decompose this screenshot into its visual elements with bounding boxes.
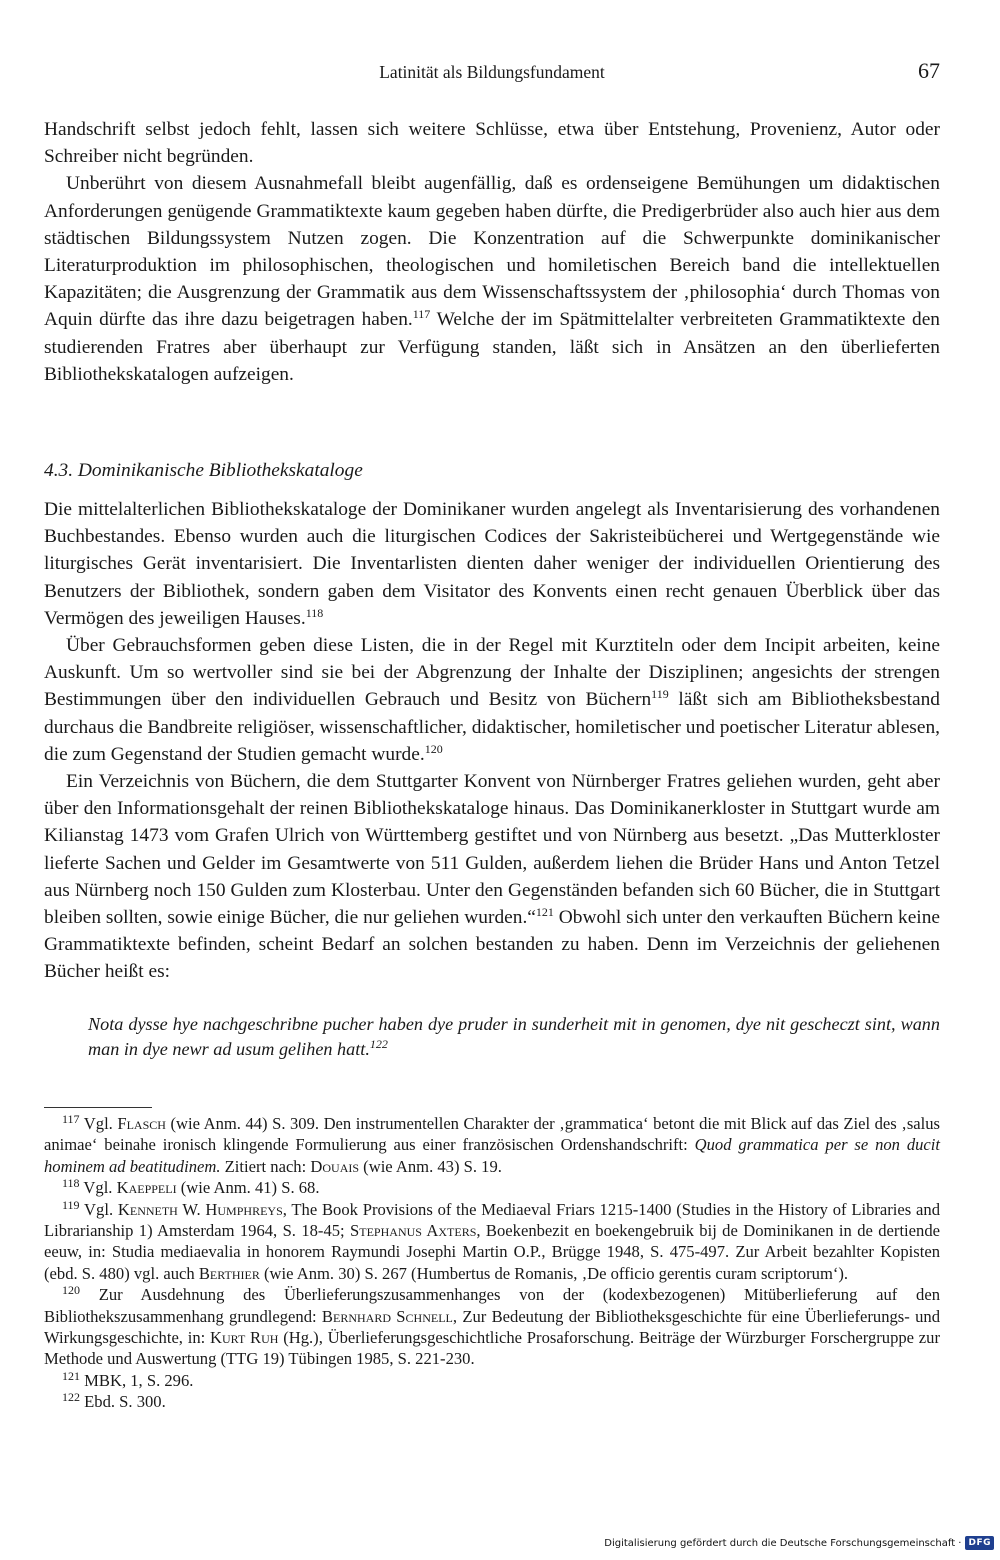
paragraph-catalogues [44,496,940,632]
footnote-120 [44,1284,940,1370]
footnote-text: Vgl. [79,1114,118,1133]
footnote-text: Vgl. [79,1199,118,1219]
footnote-ref[interactable]: 119 [651,687,669,702]
footnote-author: Douais [310,1156,360,1176]
paragraph-text: Obwohl sich unter den verkauften Büchern keine Grammatiktexte befinden, scheint Bedarf an solchen bestanden zu haben. Denn im Verzeichnis der geliehenen Bücher heißt es: [44,907,940,983]
footnote-118 [44,1177,940,1198]
footnote-text: Zitiert nach: [220,1156,311,1176]
paragraph-usage [44,632,940,768]
footnote-author: Bernhard Schnell [321,1306,453,1326]
footnote-text: (Hg.), Überlieferungsgeschichtliche Prosaforschung. Beiträge der Würzburger Forschergruppe zur Methode und Auswertung (TTG 19) Tübingen 1985, S. 221-230. [44,1328,940,1369]
paragraph-grammar [44,170,940,388]
footnote-number: 121 [62,1368,80,1383]
footnote-number: 117 [62,1112,80,1126]
paragraph-text: Unberührt von diesem Ausnahmefall bleibt augenfällig, daß es ordenseigene Bemühungen um didaktischen Anforderungen genügende Grammatiktexte kaum gegeben haben dürfte, die Predigerbrüder also auch hier aus dem städtischen Bildungssystem Nutzen zogen. Die Konzentration auf die Schwerpunkte dominikanischer Literaturproduktion im philosophischen, theologischen und homiletischen Bereich band die intellektuellen Kapazitäten; die Ausgrenzung der Grammatik aus dem Wissenschaftssystem der ‚philosophia‘ durch Thomas von Aquin dürfte das ihre dazu beigetragen haben. [44,173,940,331]
top-text-block [44,116,940,388]
footnote-author: Berthier [198,1263,260,1283]
section-heading: 4.3. Dominikanische Bibliothekskataloge [44,460,363,481]
footnote-ref[interactable]: 118 [305,605,324,620]
dfg-logo-icon: DFG [965,1536,994,1550]
footnote-122 [44,1391,940,1412]
footnote-121 [44,1370,940,1391]
page-number: 67 [918,58,940,83]
running-head [44,58,940,88]
footnote-text: MBK, 1, S. 296. [80,1370,194,1390]
footnote-number: 122 [62,1390,80,1405]
footnote-quote: Quod grammatica per se non ducit hominem ad beatitudinem. [44,1135,941,1176]
footnote-text: , Zur Bedeutung der Bibliotheksgeschichte für eine Überlieferungs- und Wirkungsgeschichte, in: [44,1306,940,1348]
paragraph-stuttgart [44,768,940,986]
footnote-text: Vgl. [79,1178,117,1198]
footnote-author: Flasch [117,1114,166,1133]
footnote-text: (wie Anm. 43) S. 19. [359,1156,502,1176]
paragraph-text: Handschrift selbst jedoch fehlt, lassen sich weitere Schlüsse, etwa über Entstehung, Provenienz, Autor oder Schreiber nicht begründen. [44,119,940,168]
footnote-author: Kenneth W. Humphreys [117,1199,283,1219]
paragraph-text: läßt sich am Bibliotheksbestand durchaus die Bandbreite religiöser, wissenschaftlicher, didaktischer, homiletischer und poetischer Literatur ablesen, die zum Gegenstand der Studien gemacht wurde. [44,689,940,765]
footnotes [44,1113,940,1413]
footnote-author: Stephanus Axters [350,1221,477,1241]
section-text-block [44,496,940,986]
footnote-text: Ebd. S. 300. [80,1392,166,1412]
footnote-number: 120 [62,1283,80,1298]
footnote-text: , The Book Provisions of the Mediaeval Friars 1215-1400 (Studies in the History of Libraries and Librarianship 1) Amsterdam 1964, S. 18-45; [44,1199,940,1241]
footnote-ref[interactable]: 122 [369,1037,388,1051]
footnote-text: Zur Ausdehnung des Überlieferungszusammenhanges von der (kodexbezogenen) Mitüberlieferung auf den Bibliothekszusammenhang grundlegend: [44,1285,940,1326]
paragraph-text: Die mittelalterlichen Bibliothekskataloge der Dominikaner wurden angelegt als Inventarisierung des vorhandenen Buchbestandes. Ebenso wurden auch die liturgischen Codices der Sakristeibücherei und Wertgegenstände wie liturgisches Gerät inventarisiert. Die Inventarlisten dienten daher weniger der individuellen Orientierung des Benutzers der Bibliothek, sondern gaben dem Visitator des Konvents einen recht genauen Überblick über das Vermögen des jeweiligen Hauses. [44,499,940,629]
footnote-number: 118 [62,1176,80,1191]
paragraph-continuation [44,116,940,170]
footnote-119 [44,1199,940,1285]
footnote-text: (wie Anm. 44) S. 309. Den instrumentellen Charakter der ‚grammatica‘ betont die mit Blick auf das Ziel des ‚salus animae‘ beinahe ironisch klingende Formulierung aus einer französischen Ordenshandschrift: [44,1114,941,1155]
footnote-text: (wie Anm. 30) S. 267 (Humbertus de Romanis, ‚De officio gerentis curam scriptorum‘). [259,1263,849,1283]
footnote-ref[interactable]: 120 [424,741,443,756]
footnote-117 [44,1113,940,1177]
footnote-author: Kurt Ruh [210,1328,279,1348]
footnote-number: 119 [62,1197,80,1212]
footnote-text: (wie Anm. 41) S. 68. [176,1178,320,1198]
digitization-credit [604,1534,994,1552]
paragraph-text: Welche der im Spätmittelalter verbreiteten Grammatiktexte den studierenden Fratres aber überhaupt zur Verfügung standen, läßt sich in Ansätzen an den überlieferten Bibliothekskatalogen aufzeigen. [44,309,940,385]
footnote-divider [44,1107,152,1108]
quote-text: Nota dysse hye nachgeschribne pucher haben dye pruder in sunderheit mit in genomen, dye nit gescheczt sint, wann man in dye newr ad usum gelihen hatt. [88,1014,940,1059]
footnote-author: Kaeppeli [116,1178,177,1198]
running-title: Latinität als Bildungsfundament [379,62,605,82]
footnote-ref[interactable]: 117 [412,307,431,322]
credit-text: Digitalisierung gefördert durch die Deutsche Forschungsgemeinschaft · [604,1537,962,1549]
footnote-text: , Boekenbezit en boekengebruik bij de Dominikanen in de dertiende eeuw, in: Studia mediaevalia in honorem Raymundi Josephi Martin O.P., Brügge 1948, S. 475-497. Zur Arbeit bezahlter Kopisten (ebd. S. 480) vgl. auch [44,1221,940,1283]
footnote-ref[interactable]: 121 [535,905,554,920]
paragraph-text: Über Gebrauchsformen geben diese Listen, die in der Regel mit Kurztiteln oder dem Incipit arbeiten, keine Auskunft. Um so wertvoller sind sie bei der Abgrenzung der Inhalte der Disziplinen; angesichts der strengen Bestimmungen über den individuellen Gebrauch und Besitz von Büchern [44,635,940,711]
block-quote [88,1012,940,1062]
paragraph-text: Ein Verzeichnis von Büchern, die dem Stuttgarter Konvent von Nürnberger Fratres geliehen wurden, geht aber über den Informationsgehalt der reinen Bibliothekskataloge hinaus. Das Dominikanerkloster in Stuttgart wurde am Kilianstag 1473 vom Grafen Ulrich von Württemberg gestiftet und von Nürnberg aus besetzt. „Das Mutterkloster lieferte Sachen und Gelder im Gesamtwerte von 511 Gulden, außerdem liehen die Brüder Hans und Anton Tetzel aus Nürnberg noch 150 Gulden zum Klosterbau. Unter den Gegenständen befanden sich 60 Bücher, die in Stuttgart bleiben sollten, sowie einige Bücher, die nur geliehen wurden.“ [44,771,940,929]
